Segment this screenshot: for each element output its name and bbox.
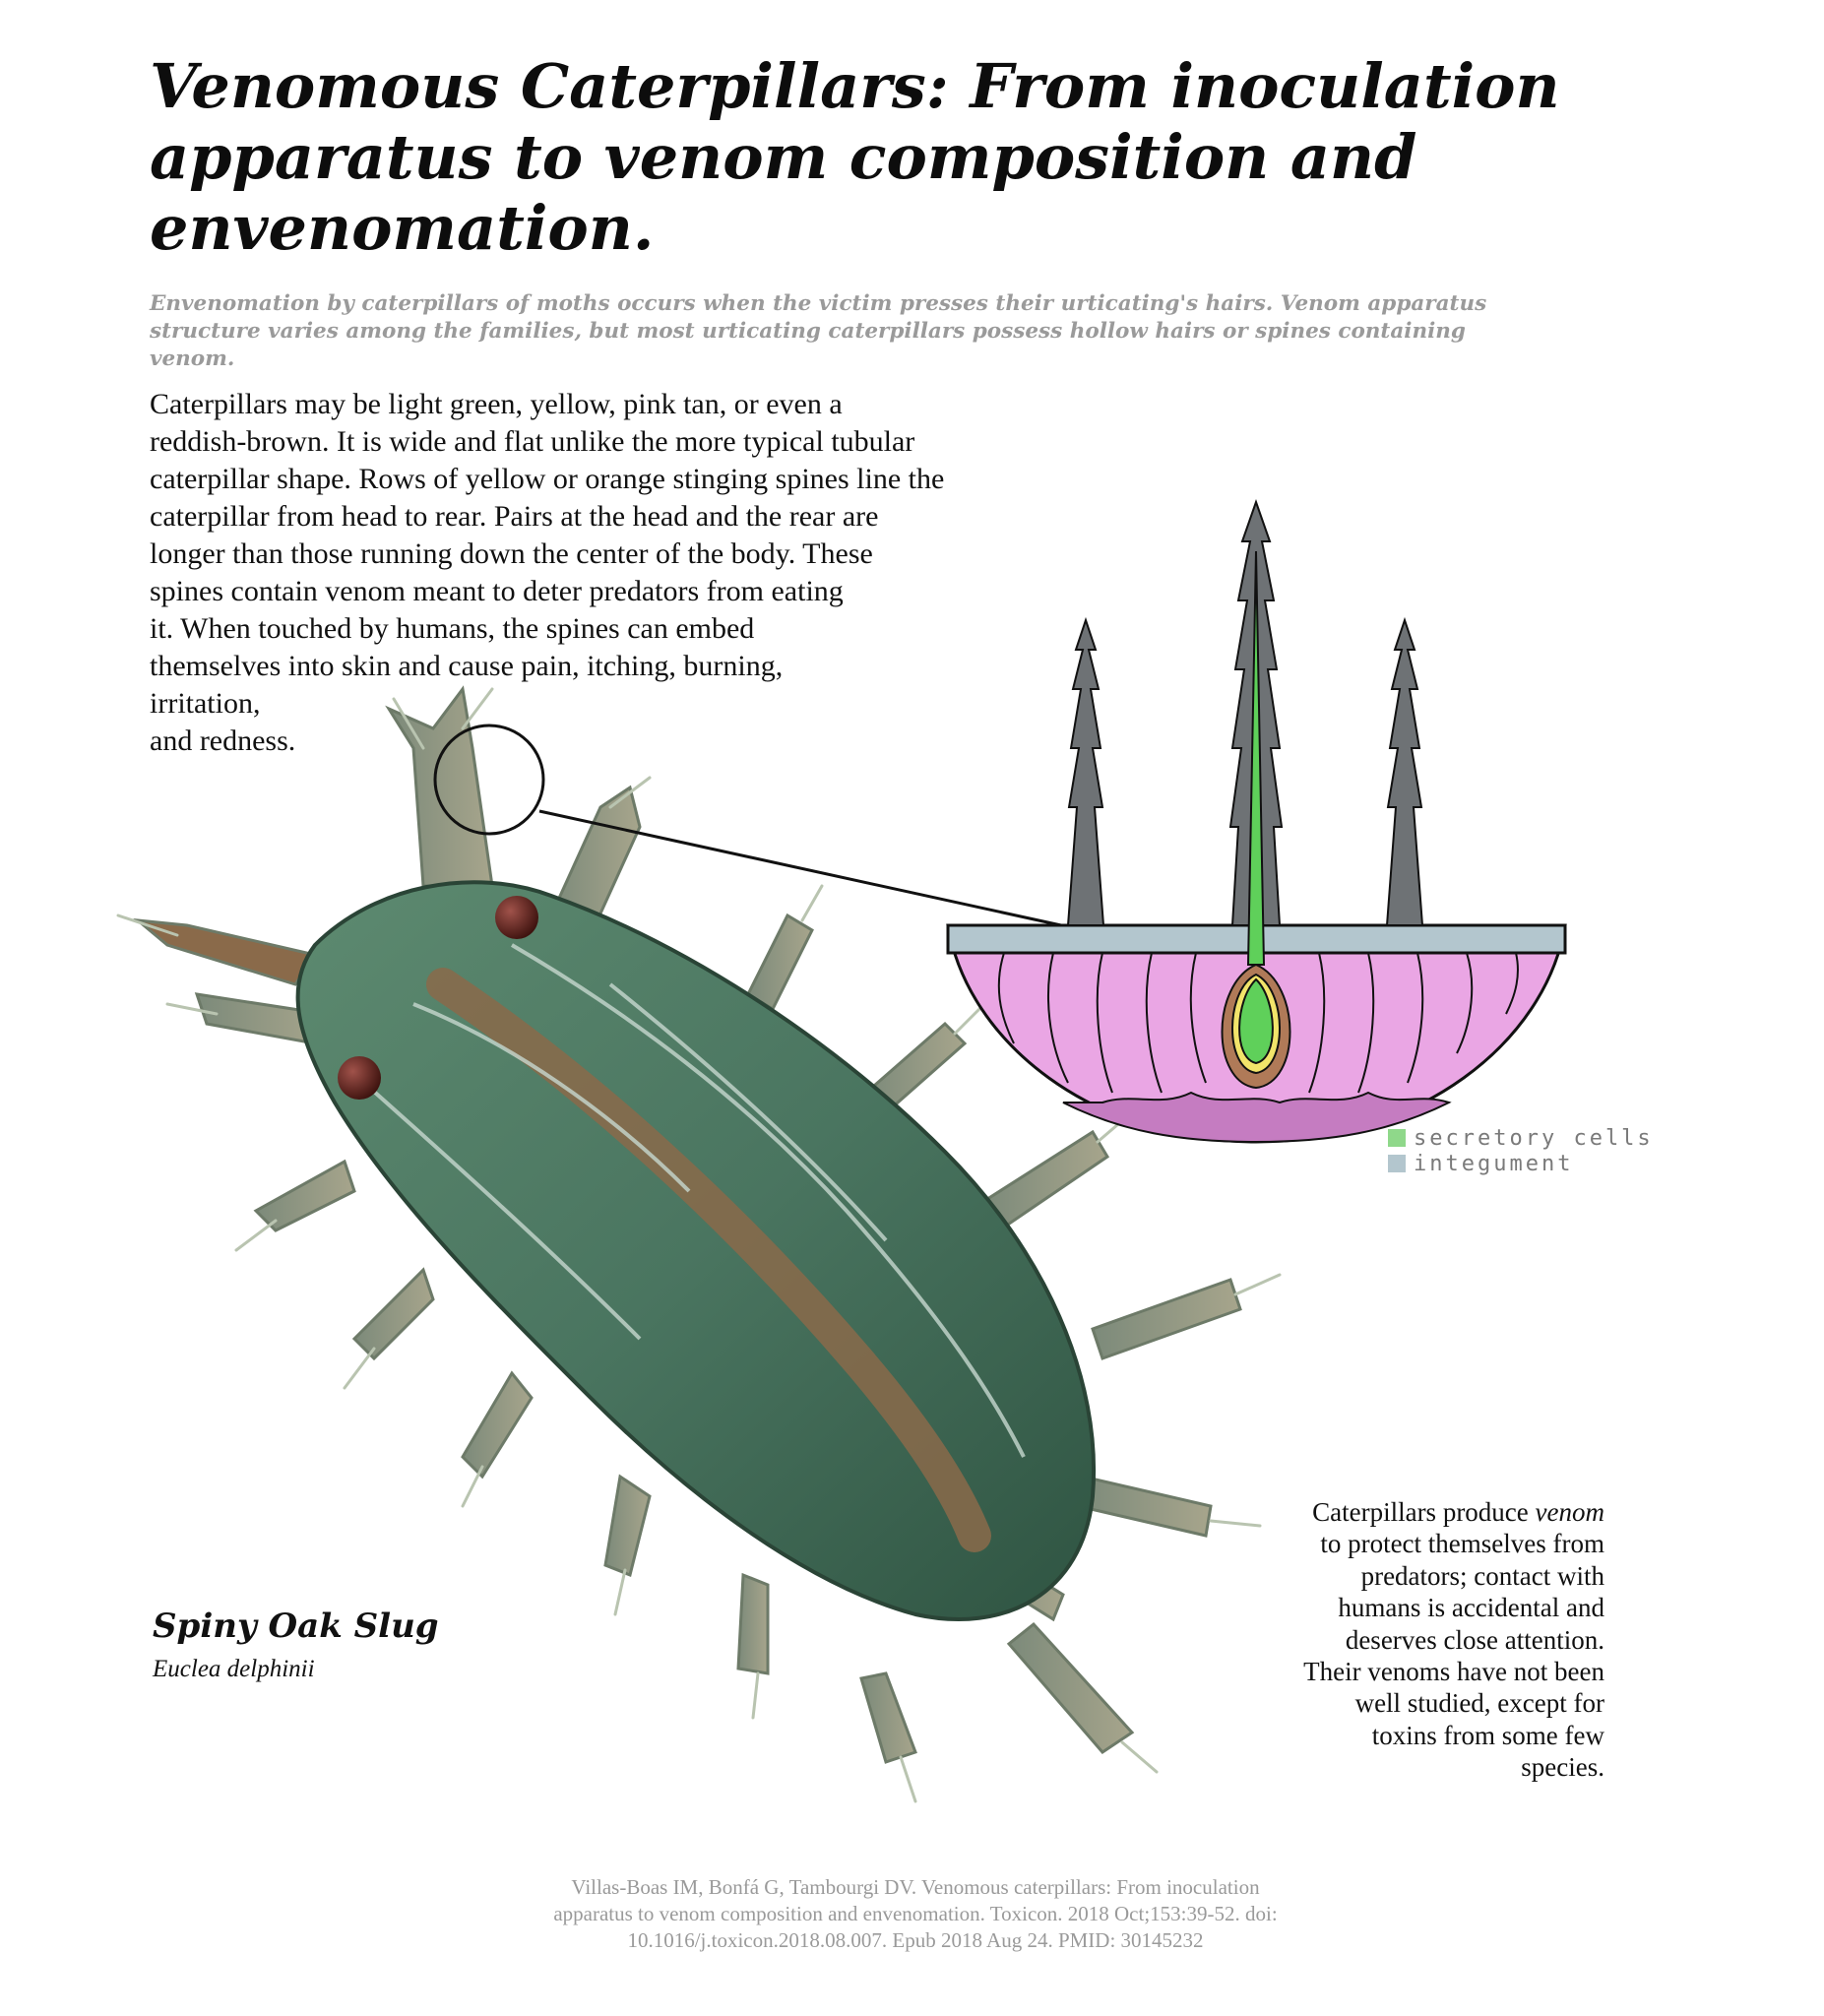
legend-swatch bbox=[1388, 1129, 1406, 1147]
side-note-line: well studied, except for bbox=[1354, 1688, 1604, 1719]
legend-label: secretory cells bbox=[1414, 1125, 1654, 1151]
eye bbox=[495, 896, 538, 939]
description-line: reddish-brown. It is wide and flat unlike the more typical tubular bbox=[150, 425, 915, 458]
tubercle bbox=[605, 1477, 650, 1575]
side-note-line: toxins from some few bbox=[1371, 1720, 1604, 1750]
tubercle bbox=[861, 1673, 915, 1762]
description-line: caterpillar shape. Rows of yellow or orange stinging spines line the bbox=[150, 463, 945, 495]
species-common-name: Spiny Oak Slug bbox=[153, 1606, 439, 1646]
side-note-line: to protect themselves from bbox=[1320, 1529, 1604, 1559]
tubercle bbox=[748, 915, 812, 1009]
side-note-line: predators; contact with bbox=[1360, 1560, 1604, 1591]
tubercle bbox=[1093, 1280, 1240, 1358]
tubercle bbox=[256, 1162, 354, 1230]
legend-label: integument bbox=[1414, 1151, 1574, 1176]
side-note bbox=[1211, 1496, 1604, 1784]
tubercle bbox=[1078, 1477, 1211, 1536]
description-line: and redness. bbox=[150, 724, 296, 757]
tubercle bbox=[354, 1270, 433, 1358]
page-title: Venomous Caterpillars: From inoculation apparatus to venom composition and envenomation. bbox=[150, 50, 1560, 264]
description-line: longer than those running down the center of the body. These bbox=[150, 537, 873, 570]
description-line: caterpillar from head to rear. Pairs at the head and the rear are bbox=[150, 500, 879, 533]
legend-item-secretory-cells bbox=[1388, 1125, 1654, 1151]
side-spine bbox=[1068, 620, 1103, 925]
side-note-line: deserves close attention. bbox=[1345, 1624, 1604, 1655]
description-line: it. When touched by humans, the spines can embed bbox=[150, 612, 755, 645]
side-note-line: species. bbox=[1521, 1752, 1604, 1783]
description-line: themselves into skin and cause pain, itching, burning, bbox=[150, 650, 784, 682]
side-note-line: humans is accidental and bbox=[1338, 1593, 1604, 1623]
citation-line: apparatus to venom composition and envenomation. Toxicon. 2018 Oct;153:39-52. doi: bbox=[553, 1902, 1278, 1925]
citation-line: 10.1016/j.toxicon.2018.08.007. Epub 2018 Aug 24. PMID: 30145232 bbox=[627, 1928, 1204, 1952]
tubercle bbox=[463, 1373, 532, 1477]
citation bbox=[374, 1874, 1457, 1954]
description-line: irritation, bbox=[150, 687, 261, 720]
side-note-line: Their venoms have not been bbox=[1303, 1657, 1604, 1687]
eye bbox=[338, 1056, 381, 1100]
legend-item-integument bbox=[1388, 1151, 1654, 1176]
citation-line: Villas-Boas IM, Bonfá G, Tambourgi DV. Venomous caterpillars: From inoculation bbox=[571, 1875, 1260, 1899]
side-spine bbox=[1387, 620, 1422, 925]
section-spines bbox=[1068, 502, 1422, 965]
side-note-line: Caterpillars produce venom bbox=[1312, 1497, 1604, 1527]
tubercle bbox=[738, 1575, 768, 1673]
description-line: spines contain venom meant to deter predators from eating bbox=[150, 575, 844, 607]
legend bbox=[1388, 1125, 1654, 1176]
subtitle: Envenomation by caterpillars of moths occurs when the victim presses their urticating's hairs. Venom apparatus structure varies among the families, but most urticating caterpillars possess hollow hairs or spines containing venom. bbox=[150, 291, 1487, 371]
legend-swatch bbox=[1388, 1155, 1406, 1172]
species-latin-name: Euclea delphinii bbox=[153, 1656, 315, 1682]
description-line: Caterpillars may be light green, yellow, pink tan, or even a bbox=[150, 388, 843, 420]
tubercle bbox=[1009, 1624, 1132, 1752]
